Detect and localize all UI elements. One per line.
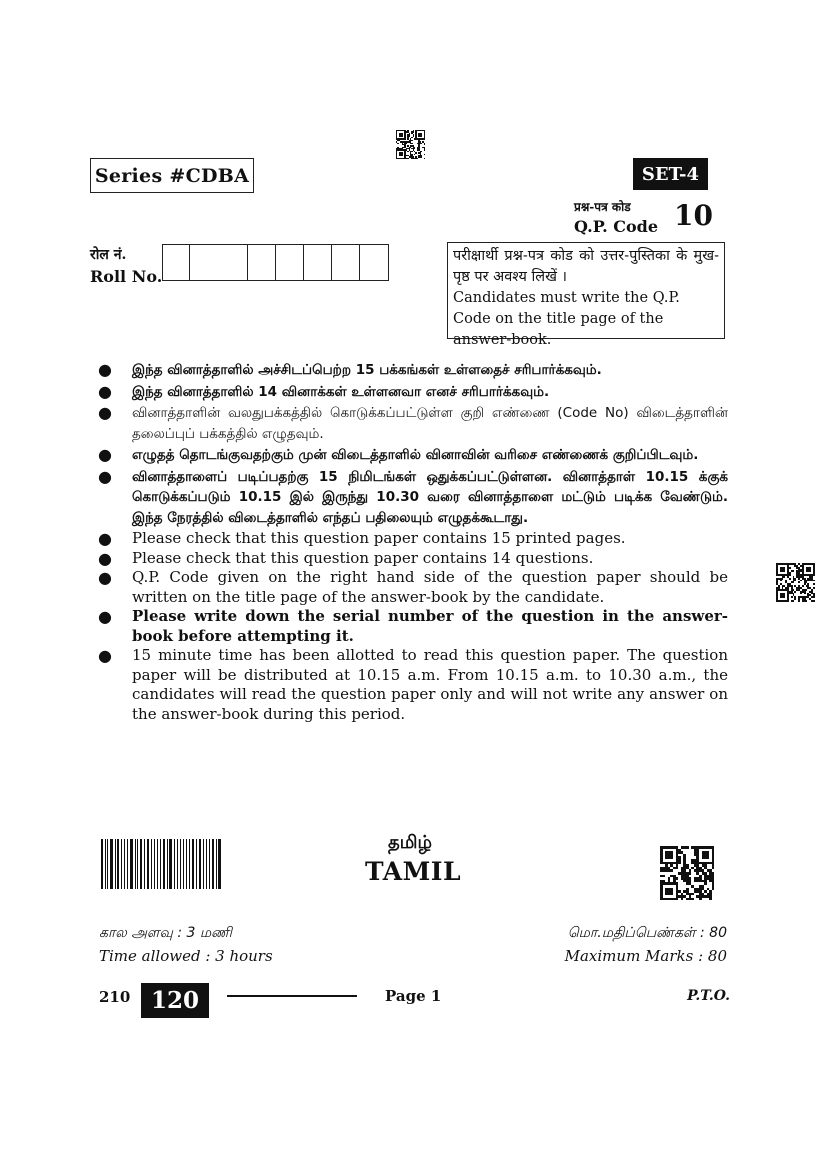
bullet-icon: ● (98, 529, 112, 548)
paper-code: 210 (99, 988, 131, 1006)
side-qr-code-icon (776, 563, 815, 602)
series-label: Series #CDBA (90, 158, 254, 193)
paper-number-badge: 120 (141, 983, 209, 1018)
roll-number-cell[interactable] (304, 244, 332, 281)
set-badge: SET-4 (633, 158, 708, 190)
bullet-icon: ● (98, 466, 112, 486)
max-marks-english: Maximum Marks : 80 (564, 947, 727, 965)
barcode-icon (101, 839, 223, 889)
roll-number-hindi-label: रोल नं. (90, 247, 127, 263)
notice-hindi-text: परीक्षार्थी प्रश्न-पत्र कोड को उत्तर-पुस्तिका के मुख-पृष्ठ पर अवश्य लिखें । (453, 248, 719, 285)
instructions-list (98, 360, 728, 724)
instruction-item: ● வினாத்தாளைப் படிப்பதற்கு 15 நிமிடங்கள் ஒதுக்கப்பட்டுள்ளன. வினாத்தாள் 10.15 க்குக் கொடுக்கப்படும் 10.15 இல் இருந்து 10.30 வரை வினாத்தாளை மட்டும் படிக்க வேண்டும். இந்த நேரத்தில் விடைத்தாளில் எந்தப் பதிலையும் எழுதக்கூடாது. (98, 466, 728, 526)
qp-code-value: 10 (674, 199, 713, 232)
roll-number-cell[interactable] (276, 244, 304, 281)
bottom-qr-code-icon (660, 846, 714, 900)
candidate-notice (447, 242, 725, 348)
bullet-icon: ● (98, 403, 112, 422)
roll-number-cell[interactable] (248, 244, 276, 281)
instruction-item: ● இந்த வினாத்தாளில் 14 வினாக்கள் உள்ளனவா எனச் சரிபார்க்கவும். (98, 381, 550, 401)
bullet-icon: ● (98, 568, 112, 587)
pto-label: P.T.O. (687, 988, 730, 1004)
bullet-icon: ● (98, 607, 112, 626)
instruction-item: ● Q.P. Code given on the right hand side of the question paper should be written on the title page of the answer-book by the candidate. (98, 568, 728, 606)
top-qr-code-icon (396, 130, 425, 159)
bullet-icon: ● (98, 360, 112, 379)
page-number: Page 1 (385, 987, 442, 1005)
bullet-icon: ● (98, 646, 112, 665)
roll-number-cell[interactable] (163, 244, 190, 281)
roll-number-cell[interactable] (190, 244, 248, 281)
roll-number-cell[interactable] (332, 244, 360, 281)
bullet-icon: ● (98, 381, 112, 401)
instruction-item: ● Please check that this question paper contains 14 questions. (98, 548, 594, 568)
instruction-item: ● Please write down the serial number of the question in the answer-book before attempting it. (98, 607, 728, 645)
roll-number-boxes[interactable] (162, 244, 389, 281)
footer-divider (227, 995, 357, 997)
bullet-icon: ● (98, 548, 112, 568)
instruction-item: ● Please check that this question paper contains 15 printed pages. (98, 529, 626, 548)
instruction-item: ● 15 minute time has been allotted to read this question paper. The question paper will be distributed at 10.15 a.m. From 10.15 a.m. to 10.30 a.m., the candidates will read the question paper only and will not write any answer on the answer-book during this period. (98, 646, 728, 723)
subject-english: TAMIL (365, 857, 462, 886)
roll-number-cell[interactable] (360, 244, 389, 281)
subject-tamil: தமிழ் (388, 832, 432, 853)
time-allowed-english: Time allowed : 3 hours (99, 947, 273, 965)
time-allowed-tamil: கால அளவு : 3 மணி (99, 925, 232, 941)
instruction-item: ● வினாத்தாளின் வலதுபக்கத்தில் கொடுக்கப்பட்டுள்ள குறி எண்ணை (Code No) விடைத்தாளின் தலைப்புப் பக்கத்தில் எழுதவும். (98, 403, 728, 442)
instruction-item: ● எழுதத் தொடங்குவதற்கும் முன் விடைத்தாளில் வினாவின் வரிசை எண்ணைக் குறிப்பிடவும். (98, 445, 699, 464)
qp-code-hindi-label: प्रश्न-पत्र कोड (574, 200, 631, 214)
max-marks-tamil: மொ.மதிப்பெண்கள் : 80 (567, 925, 727, 941)
qp-code-label: Q.P. Code (574, 217, 659, 236)
bullet-icon: ● (98, 445, 112, 464)
instruction-item: ● இந்த வினாத்தாளில் அச்சிடப்பெற்ற 15 பக்கங்கள் உள்ளதைச் சரிபார்க்கவும். (98, 360, 602, 379)
roll-number-label: Roll No. (90, 267, 163, 286)
notice-english-text: Candidates must write the Q.P. Code on the title page of the answer-book. (453, 290, 680, 348)
